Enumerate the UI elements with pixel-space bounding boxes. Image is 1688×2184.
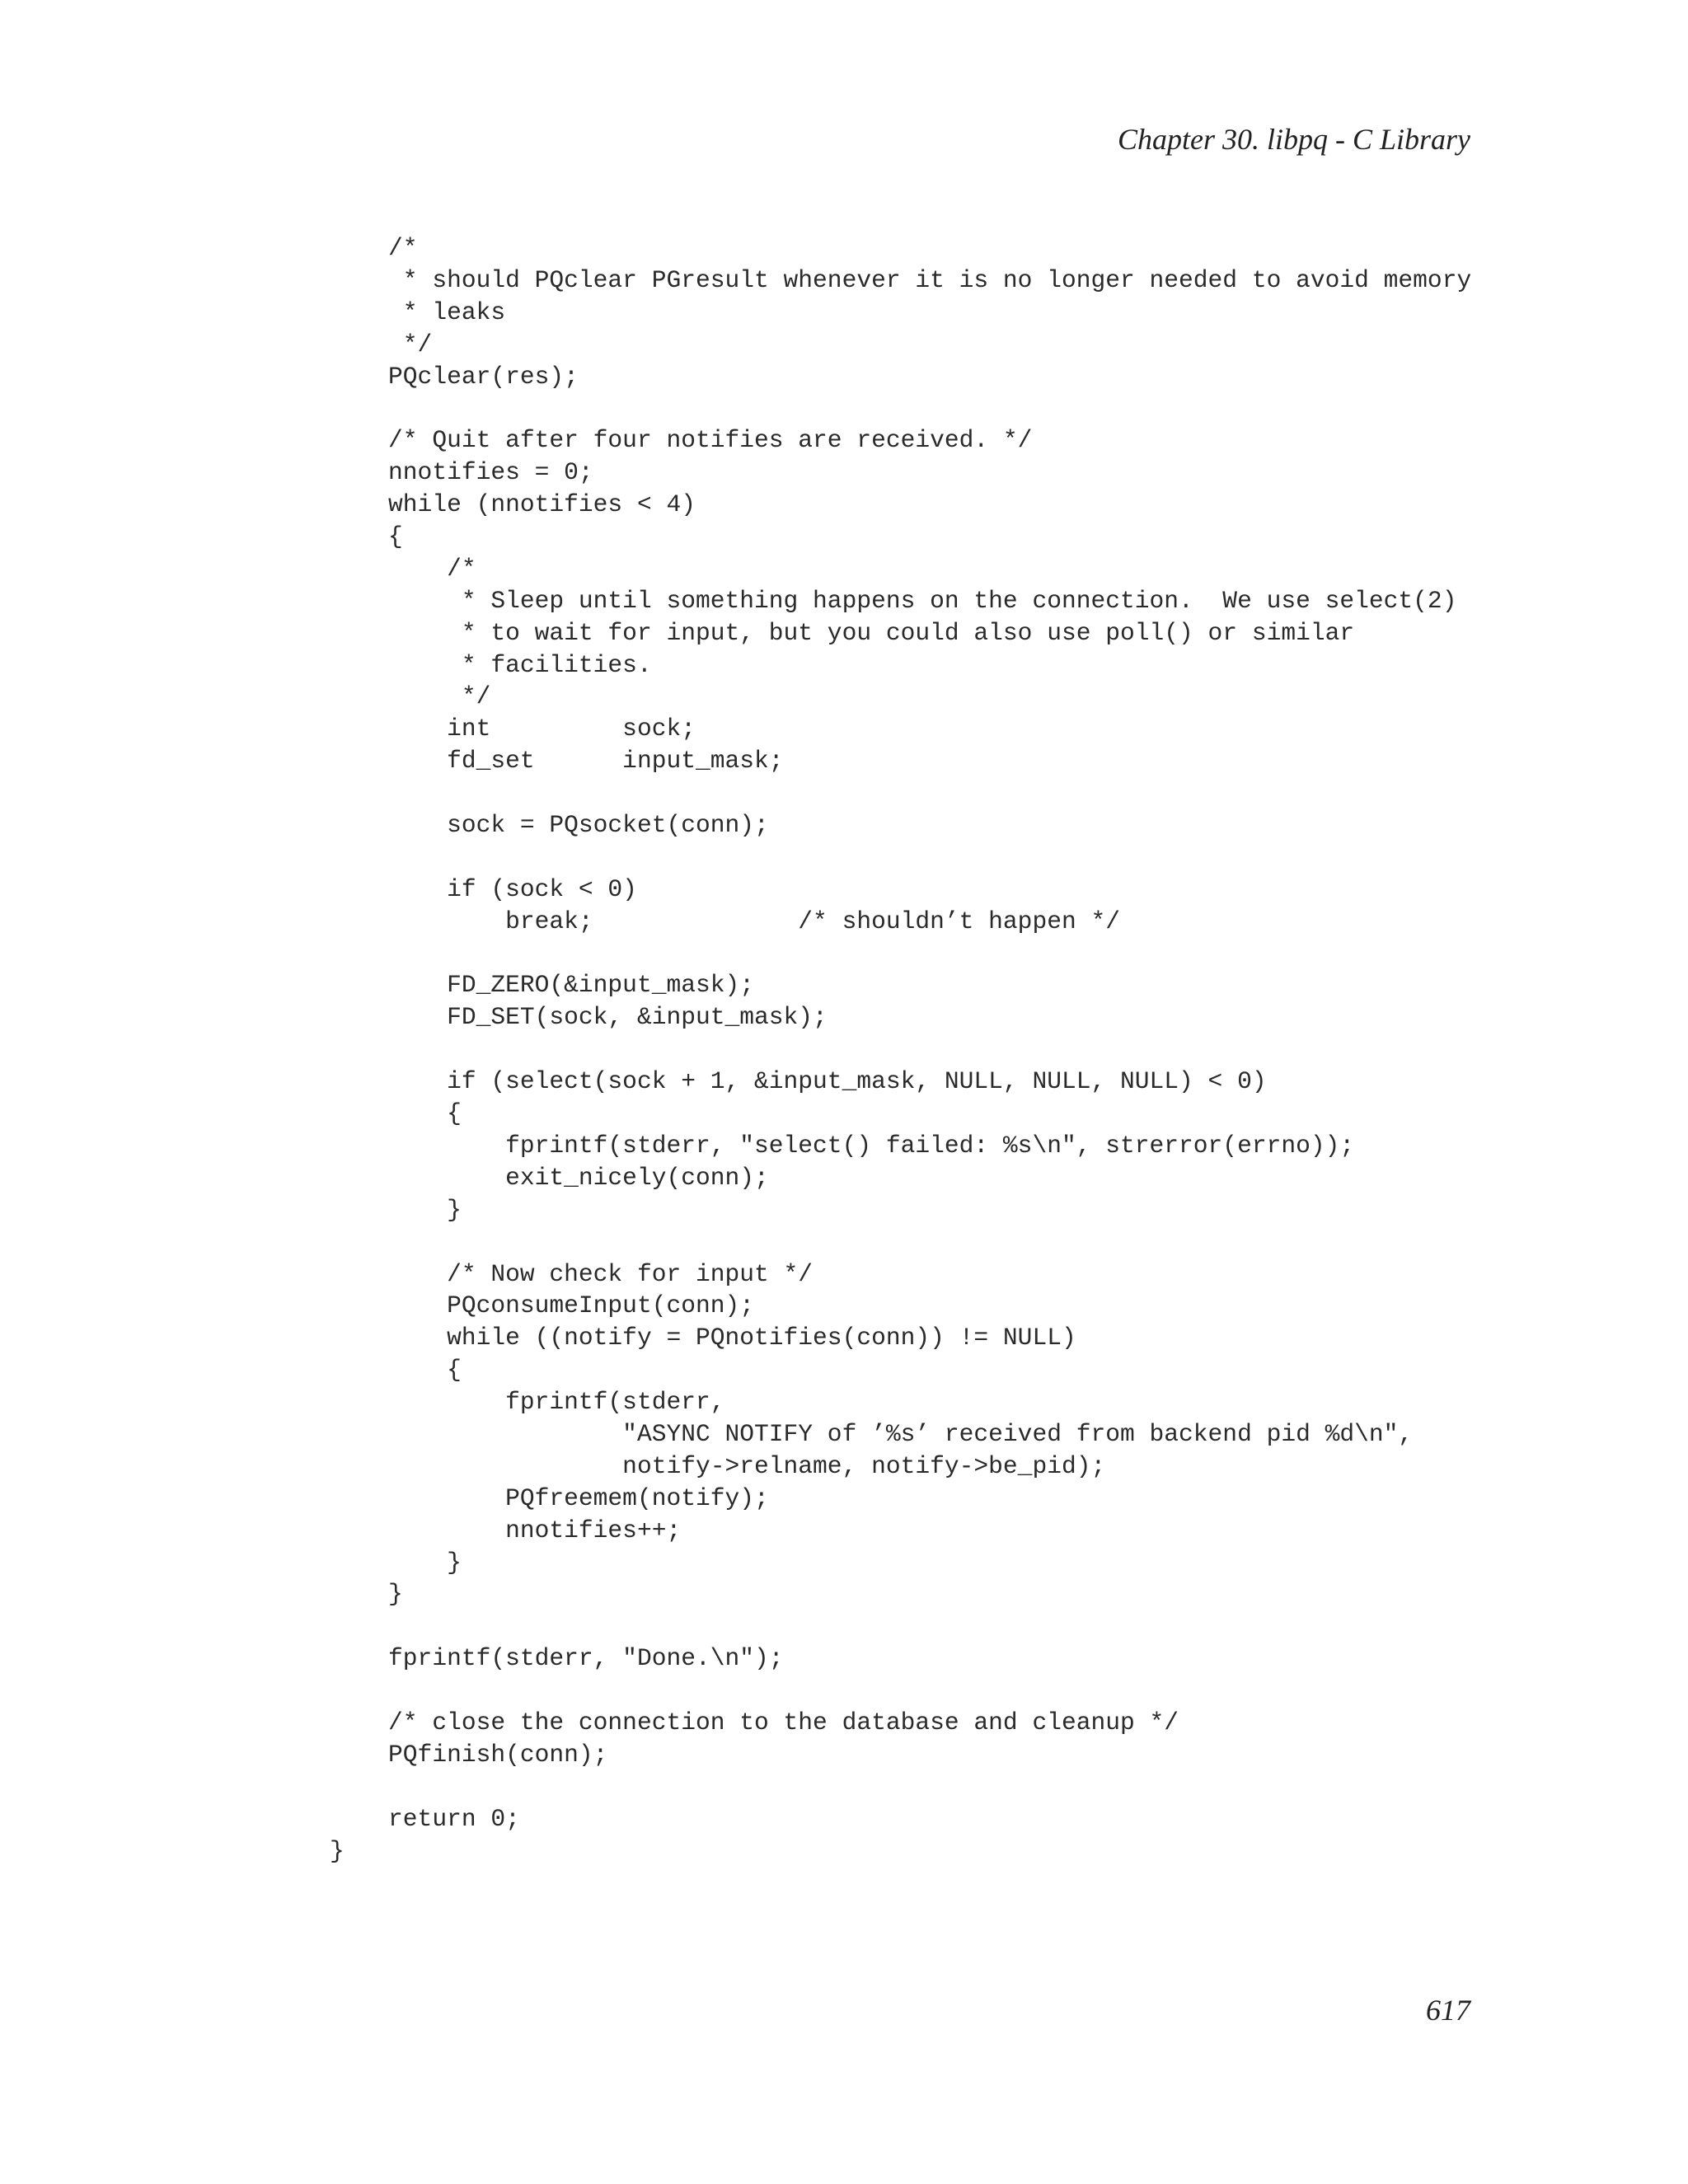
code-line: * facilities. xyxy=(330,650,652,679)
code-line: } xyxy=(330,1580,403,1609)
code-line: fprintf(stderr, "select() failed: %s\n", strerror(errno)); xyxy=(330,1131,1355,1160)
code-line: nnotifies = 0; xyxy=(330,458,593,487)
code-line: /* xyxy=(330,234,418,262)
code-line: { xyxy=(330,523,403,551)
code-line: } xyxy=(330,1195,462,1224)
code-line: int sock; xyxy=(330,715,696,743)
code-line: { xyxy=(330,1099,462,1128)
code-line xyxy=(330,1675,1471,1707)
code-line xyxy=(330,777,1471,809)
code-line: if (select(sock + 1, &input_mask, NULL, NULL, NULL) < 0) xyxy=(330,1067,1267,1096)
code-line: fprintf(stderr, "Done.\n"); xyxy=(330,1644,784,1673)
code-line: * should PQclear PGresult whenever it is no longer needed to avoid memory xyxy=(330,265,1472,294)
code-line: /* close the connection to the database and cleanup */ xyxy=(330,1708,1179,1736)
code-line: break; /* shouldn’t happen */ xyxy=(330,907,1120,935)
code-line: notify->relname, notify->be_pid); xyxy=(330,1451,1106,1480)
code-line xyxy=(330,1226,1471,1258)
code-line: * Sleep until something happens on the connection. We use select(2) xyxy=(330,586,1457,615)
code-line: "ASYNC NOTIFY of ’%s’ received from backend pid %d\n", xyxy=(330,1419,1414,1448)
code-line: PQfreemem(notify); xyxy=(330,1483,769,1512)
code-line xyxy=(330,392,1471,424)
code-line: /* xyxy=(330,554,476,583)
code-line: */ xyxy=(330,682,491,711)
code-line: /* Quit after four notifies are received. */ xyxy=(330,426,1033,455)
code-line: if (sock < 0) xyxy=(330,874,637,903)
code-line: * to wait for input, but you could also use poll() or similar xyxy=(330,618,1355,647)
code-line: sock = PQsocket(conn); xyxy=(330,811,769,840)
code-line: PQconsumeInput(conn); xyxy=(330,1291,755,1320)
code-line: while (nnotifies < 4) xyxy=(330,490,696,519)
code-line: while ((notify = PQnotifies(conn)) != NULL) xyxy=(330,1324,1076,1352)
code-line: fd_set input_mask; xyxy=(330,747,784,776)
code-listing xyxy=(330,232,1471,1867)
code-line: } xyxy=(330,1836,345,1865)
code-line: return 0; xyxy=(330,1804,520,1833)
code-line: /* Now check for input */ xyxy=(330,1259,814,1288)
code-line: exit_nicely(conn); xyxy=(330,1163,769,1192)
code-line: } xyxy=(330,1548,462,1577)
code-line: * leaks xyxy=(330,298,506,326)
code-line xyxy=(330,1771,1471,1803)
code-line: fprintf(stderr, xyxy=(330,1388,725,1417)
code-line: */ xyxy=(330,330,433,359)
code-line: PQfinish(conn); xyxy=(330,1740,608,1769)
code-line xyxy=(330,938,1471,970)
code-line: FD_ZERO(&input_mask); xyxy=(330,971,755,1000)
running-header: Chapter 30. libpq - C Library xyxy=(1117,123,1470,156)
code-line: nnotifies++; xyxy=(330,1516,682,1544)
code-line: PQclear(res); xyxy=(330,362,579,391)
code-line: FD_SET(sock, &input_mask); xyxy=(330,1003,828,1032)
code-line xyxy=(330,841,1471,874)
page-number: 617 xyxy=(1426,1994,1470,2027)
code-line: { xyxy=(330,1356,462,1385)
code-line xyxy=(330,1610,1471,1643)
code-line xyxy=(330,1033,1471,1066)
